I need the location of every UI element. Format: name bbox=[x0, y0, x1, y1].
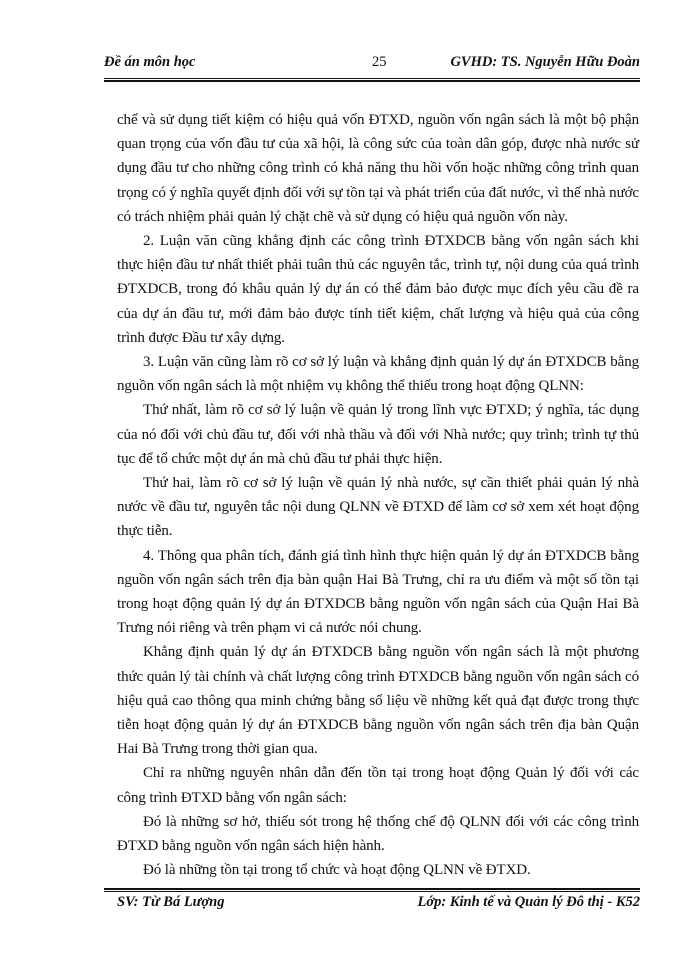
body-paragraph-1: chế và sử dụng tiết kiệm có hiệu quả vốn ĐTXD, nguồn vốn ngân sách là một bộ phận quan trọng của vốn đầu tư của xã hội, là công sức của toàn dân góp, được nhà nước sử dụng đầu tư cho những công trình có khả năng thu hồi vốn hoặc những công trình quan trọng có ý nghĩa quyết định đối với sự tồn tại và phát triển của đất nước, vì thế nhà nước có trách nhiệm phải quản lý chặt chẽ và sử dụng có hiệu quả nguồn vốn này. bbox=[117, 112, 639, 225]
body-paragraph-4: Thứ nhất, làm rõ cơ sở lý luận về quản lý trong lĩnh vực ĐTXD; ý nghĩa, tác dụng của nó đối với chủ đầu tư, đối với nhà thầu và đối với Nhà nước; quy trình; trình tự thủ tục để tổ chức một dự án mà chủ đầu tư phải thực hiện. bbox=[117, 402, 639, 467]
header-divider bbox=[104, 78, 640, 82]
header-advisor: GVHD: TS. Nguyễn Hữu Đoàn bbox=[450, 54, 640, 70]
footer-divider bbox=[104, 888, 640, 892]
body-paragraph-10: Đó là những tồn tại trong tổ chức và hoạt động QLNN về ĐTXD. bbox=[143, 862, 531, 879]
header-course-title: Đề án môn học bbox=[104, 54, 196, 70]
header-page-number: 25 bbox=[372, 54, 387, 70]
body-paragraph-2: 2. Luận văn cũng khẳng định các công trình ĐTXDCB bằng vốn ngân sách khi thực hiện đầu tư nhất thiết phải tuân thủ các nguyên tắc, trình tự, nội dung của quá trình ĐTXDCB, trong đó khâu quản lý dự án có thể đảm bảo được mục đích yêu cầu đề ra của dự án đầu tư, mới đảm bảo được tính tiết kiệm, chất lượng và hiệu quả của công trình được Đầu tư xây dựng. bbox=[117, 233, 639, 346]
page-header bbox=[104, 54, 640, 76]
body-paragraph-9: Đó là những sơ hở, thiếu sót trong hệ thống chế độ QLNN đối với các công trình ĐTXD bằng nguồn vốn ngân sách hiện hành. bbox=[117, 813, 639, 855]
body-paragraph-3: 3. Luận văn cũng làm rõ cơ sở lý luận và khẳng định quản lý dự án ĐTXDCB bằng nguồn vốn ngân sách là một nhiệm vụ không thể thiếu trong hoạt động QLNN: bbox=[117, 354, 639, 395]
body-paragraph-7: Khẳng định quản lý dự án ĐTXDCB bằng nguồn vốn ngân sách là một phương thức quản lý tài chính và chất lượng công trình ĐTXDCB bằng nguồn vốn ngân sách có hiệu quả cao thông qua minh chứng bằng số liệu về những kết quả đạt được trong thực tiễn hoạt động quản lý dự án ĐTXDCB bằng nguồn vốn ngân sách trên địa bàn Quận Hai Bà Trưng trong thời gian qua. bbox=[117, 644, 639, 758]
footer-student: SV: Từ Bá Lượng bbox=[117, 894, 225, 910]
document-body bbox=[117, 108, 639, 883]
body-paragraph-6: 4. Thông qua phân tích, đánh giá tình hình thực hiện quản lý dự án ĐTXDCB bằng nguồn vốn ngân sách trên địa bàn quận Hai Bà Trưng, chỉ ra ưu điểm và một số tồn tại trong hoạt động quản lý dự án ĐTXDCB bằng nguồn vốn ngân sách của Quận Hai Bà Trưng nói riêng và trên phạm vi cả nước nói chung. bbox=[117, 547, 639, 637]
page-footer bbox=[117, 894, 640, 916]
body-paragraph-8: Chỉ ra những nguyên nhân dẫn đến tồn tại trong hoạt động Quản lý đối với các công trình ĐTXD bằng vốn ngân sách: bbox=[117, 765, 639, 806]
body-paragraph-5: Thứ hai, làm rõ cơ sở lý luận về quản lý nhà nước, sự cần thiết phải quản lý nhà nước về đầu tư, nguyên tắc nội dung QLNN về ĐTXD để làm cơ sở xem xét hoạt động thực tiễn. bbox=[117, 475, 639, 540]
footer-class: Lớp: Kinh tế và Quản lý Đô thị - K52 bbox=[417, 894, 640, 910]
